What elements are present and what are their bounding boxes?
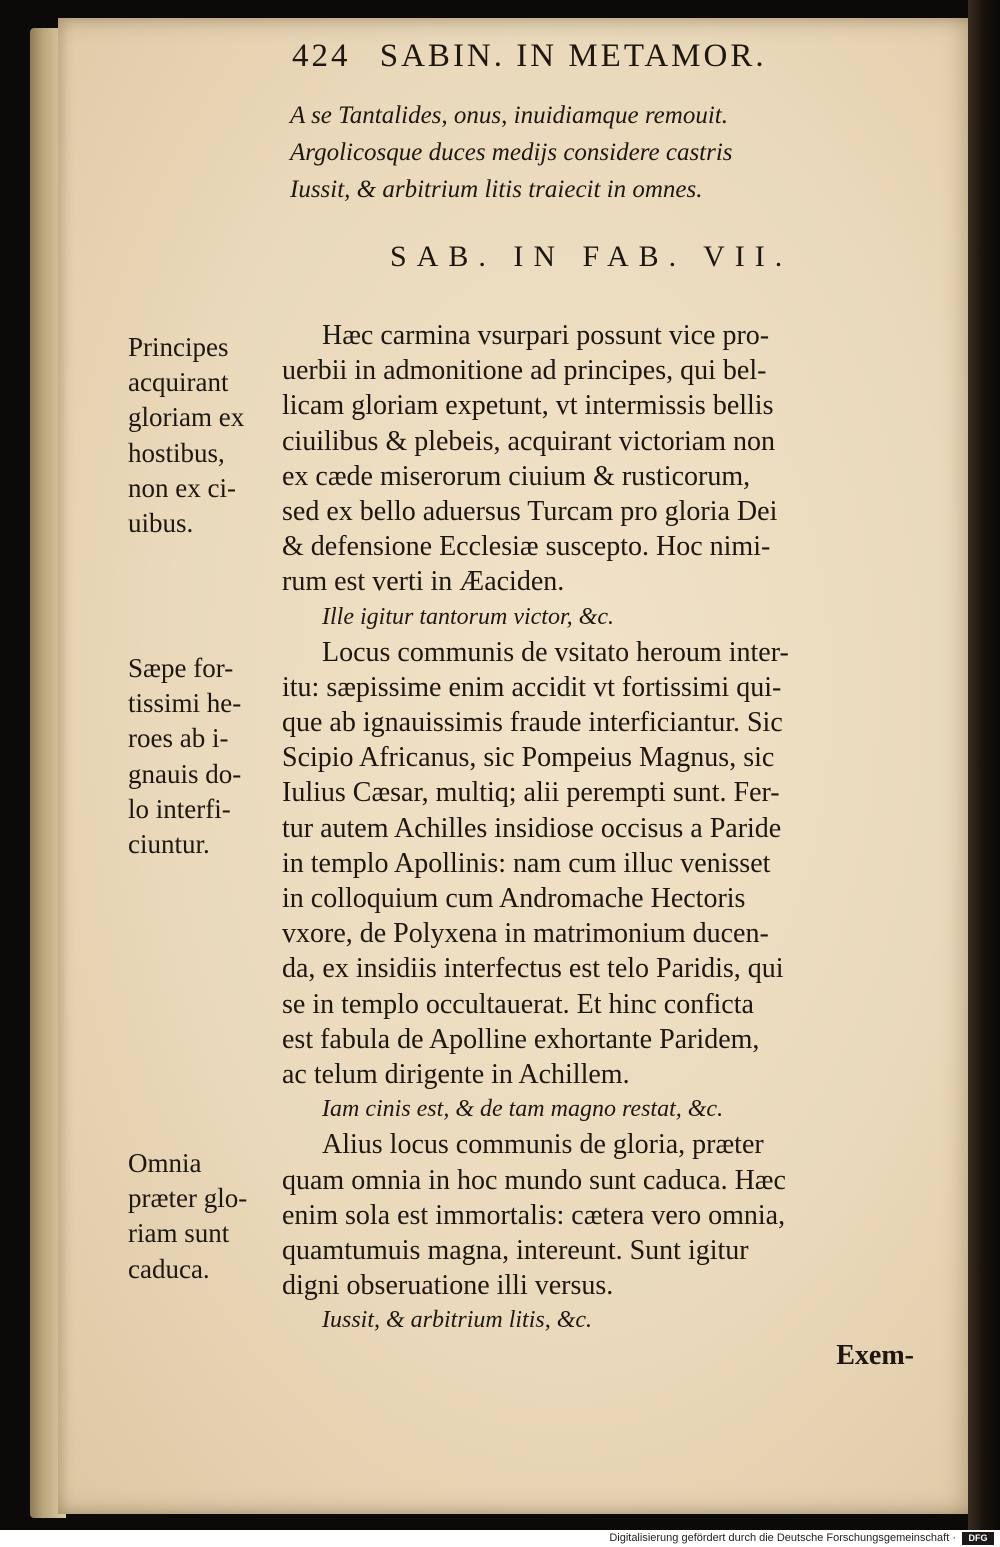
page-number: 424 bbox=[292, 38, 351, 74]
text-line: se in templo occultauerat. Et hinc conficta bbox=[282, 988, 754, 1020]
text-line: Hæc carmina vsurpari possunt vice pro- bbox=[322, 320, 770, 351]
text-line: uerbii in admonitione ad principes, qui bel- bbox=[282, 355, 767, 387]
text-line: & defensione Ecclesiæ suscepto. Hoc nimi- bbox=[282, 531, 771, 563]
text-line: Alius locus communis de gloria, præter bbox=[322, 1129, 764, 1161]
margin-note-line: lo interfi- bbox=[128, 793, 231, 824]
margin-note-line: roes ab i- bbox=[128, 723, 229, 754]
text-line: Locus communis de vsitato heroum inter- bbox=[322, 636, 789, 668]
margin-note-line: gnauis do- bbox=[128, 758, 242, 789]
margin-note-line: Sæpe for- bbox=[128, 653, 234, 683]
margin-note-line: ciuntur. bbox=[128, 829, 210, 860]
text-line: Scipio Africanus, sic Pompeius Magnus, sic bbox=[282, 742, 775, 774]
margin-note-line: tissimi he- bbox=[128, 688, 242, 719]
book-binding-edge bbox=[968, 0, 1000, 1530]
body-text bbox=[282, 318, 922, 1374]
text-line: que ab ignauissimis fraude interficiantur. Sic bbox=[282, 707, 783, 739]
quotation-cue: Iam cinis est, & de tam magno restat, &c. bbox=[322, 1096, 724, 1123]
text-line: quamtumuis magna, intereunt. Sunt igitur bbox=[282, 1234, 749, 1266]
quotation-cue: Ille igitur tantorum victor, &c. bbox=[322, 603, 614, 630]
running-head bbox=[292, 38, 932, 75]
catchword: Exem- bbox=[836, 1340, 914, 1372]
text-line: in templo Apollinis: nam cum illuc venisset bbox=[282, 847, 771, 879]
text-line: itu: sæpissime enim accidit vt fortissimi qui- bbox=[282, 671, 782, 703]
text-line: rum est verti in Æaciden. bbox=[282, 566, 565, 598]
text-line: licam gloriam expetunt, vt intermissis bellis bbox=[282, 390, 774, 422]
dfg-logo: DFG bbox=[962, 1532, 994, 1545]
margin-note-line: gloriam ex bbox=[128, 402, 245, 433]
verse-line: Argolicosque duces medijs considere castris bbox=[290, 139, 733, 166]
text-line: ex cæde miserorum ciuium & rusticorum, bbox=[282, 460, 751, 492]
text-line: da, ex insidiis interfectus est telo Paridis, qui bbox=[282, 953, 784, 985]
quotation-cue: Iussit, & arbitrium litis, &c. bbox=[322, 1307, 593, 1334]
text-line: vxore, de Polyxena in matrimonium ducen- bbox=[282, 918, 769, 950]
funding-credit: Digitalisierung gefördert durch die Deutsche Forschungsgemeinschaft · bbox=[609, 1532, 956, 1544]
margin-note-line: uibus. bbox=[128, 508, 194, 539]
digitization-footer bbox=[0, 1530, 1000, 1547]
text-line: ac telum dirigente in Achillem. bbox=[282, 1058, 630, 1090]
margin-note-line: caduca. bbox=[128, 1253, 210, 1284]
section-heading: SAB. IN FAB. VII. bbox=[390, 240, 793, 273]
text-line: tur autem Achilles insidiose occisus a Paride bbox=[282, 812, 782, 844]
margin-note-line: riam sunt bbox=[128, 1218, 230, 1249]
text-line: ciuilibus & plebeis, acquirant victoriam non bbox=[282, 425, 775, 457]
margin-note-line: præter glo- bbox=[128, 1183, 248, 1214]
margin-note-line: acquirant bbox=[128, 367, 229, 398]
text-line: in colloquium cum Andromache Hectoris bbox=[282, 883, 746, 914]
margin-note-line: hostibus, bbox=[128, 437, 225, 468]
text-line: quam omnia in hoc mundo sunt caduca. Hæc bbox=[282, 1164, 786, 1196]
margin-note bbox=[128, 651, 288, 862]
text-line: est fabula de Apolline exhortante Paridem, bbox=[282, 1023, 760, 1055]
running-title: SABIN. IN METAMOR. bbox=[379, 38, 767, 74]
text-line: enim sola est immortalis: cætera vero omnia, bbox=[282, 1199, 786, 1231]
verse-line: Iussit, & arbitrium litis traiecit in omnes. bbox=[290, 176, 703, 203]
margin-note-line: Principes bbox=[128, 332, 229, 362]
verse-line: A se Tantalides, onus, inuidiamque remouit. bbox=[290, 102, 728, 129]
text-line: sed ex bello aduersus Turcam pro gloria Dei bbox=[282, 495, 778, 527]
text-line: Iulius Cæsar, multiq; alii perempti sunt. Fer- bbox=[282, 777, 780, 809]
margin-note-line: Omnia bbox=[128, 1148, 202, 1178]
margin-note bbox=[128, 330, 288, 541]
margin-note-line: non ex ci- bbox=[128, 472, 236, 503]
margin-note bbox=[128, 1146, 288, 1287]
text-line: digni obseruatione illi versus. bbox=[282, 1270, 614, 1302]
